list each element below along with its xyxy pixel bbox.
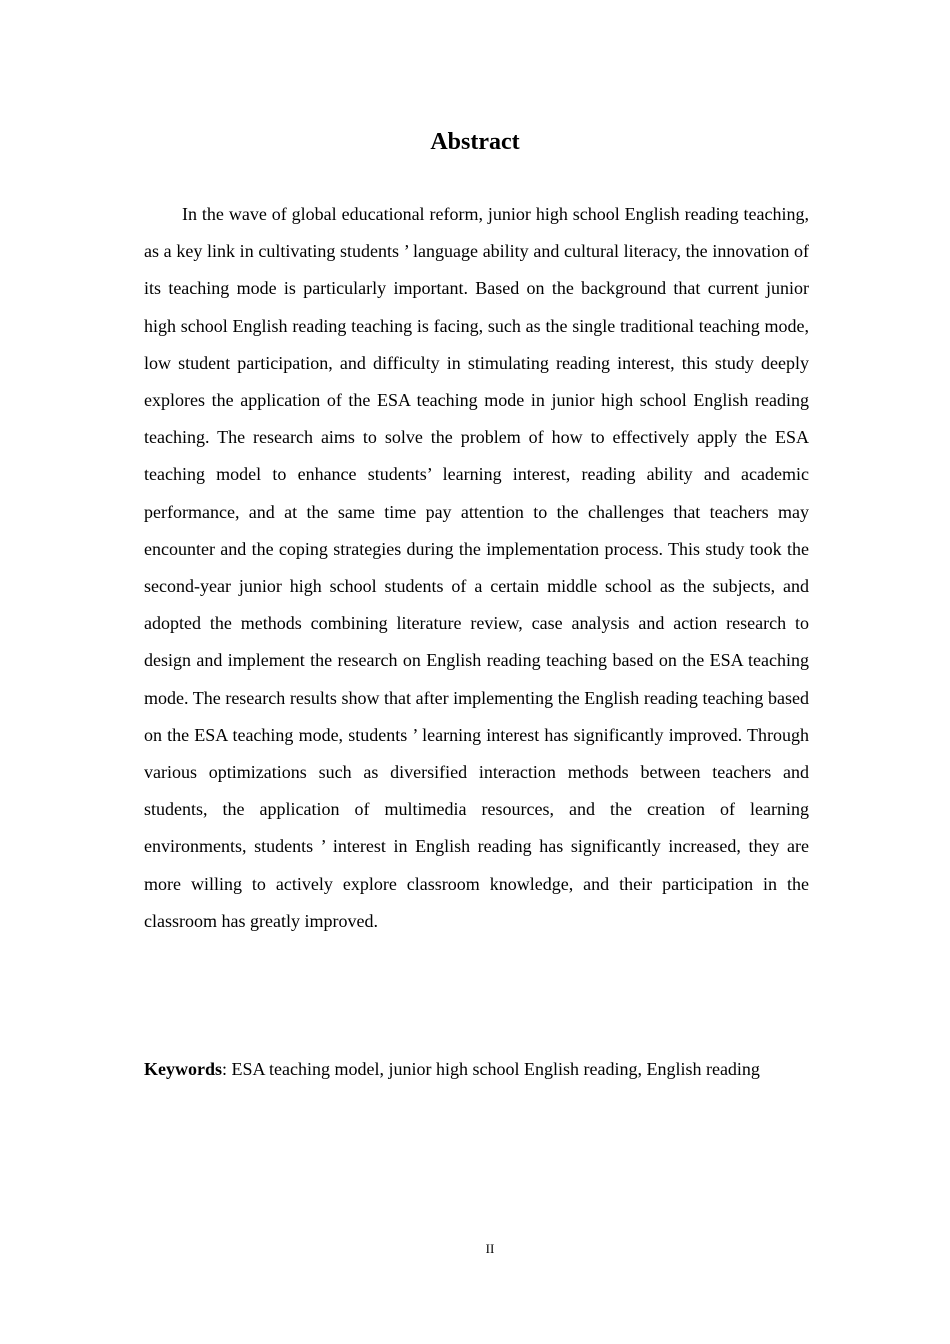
keywords-separator: : [222, 1059, 232, 1079]
keywords-line [144, 1051, 824, 1088]
abstract-paragraph: In the wave of global educational reform, junior high school English reading teaching, as a key link in cultivating students ’ language ability and cultural literacy, the innovation of its teaching mode is particularly important. Based on the background that current junior high school English reading teaching is facing, such as the single traditional teaching mode, low student participation, and difficulty in stimulating reading interest, this study deeply explores the application of the ESA teaching mode in junior high school English reading teaching. The research aims to solve the problem of how to effectively apply the ESA teaching model to enhance students’ learning interest, reading ability and academic performance, and at the same time pay attention to the challenges that teachers may encounter and the coping strategies during the implementation process. This study took the second-year junior high school students of a certain middle school as the subjects, and adopted the methods combining literature review, case analysis and action research to design and implement the research on English reading teaching based on the ESA teaching mode. The research results show that after implementing the English reading teaching based on the ESA teaching mode, students ’ learning interest has significantly improved. Through various optimizations such as diversified interaction methods between teachers and students, the application of multimedia resources, and the creation of learning environments, students ’ interest in English reading has significantly increased, they are more willing to actively explore classroom knowledge, and their participation in the classroom has greatly improved. [144, 204, 809, 931]
page-title: Abstract [430, 129, 520, 155]
keywords-label: Keywords [144, 1059, 222, 1079]
page-number: II [485, 1241, 495, 1256]
keywords-text: ESA teaching model, junior high school English reading, English reading [231, 1059, 760, 1079]
